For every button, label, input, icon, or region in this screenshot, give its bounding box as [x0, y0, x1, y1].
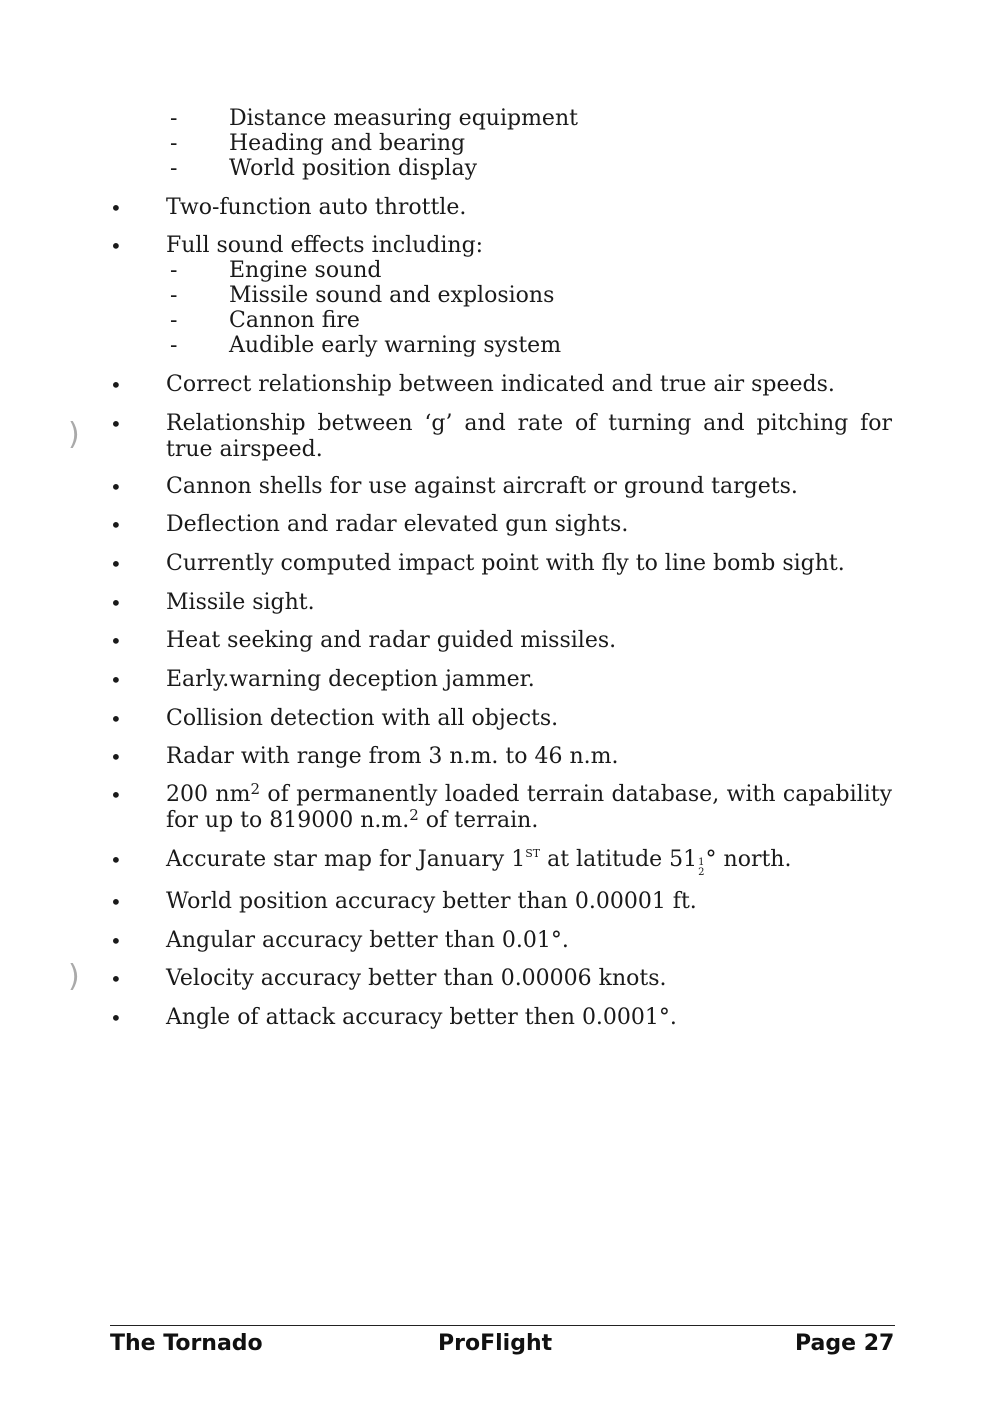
footer-product: ProFlight — [438, 1331, 553, 1356]
bullet-marker: • — [110, 745, 122, 769]
list-item-text — [166, 782, 892, 834]
sub-item-text: Audible early warning system — [229, 333, 562, 358]
list-item-text: Radar with range from 3 n.m. to 46 n.m. — [166, 744, 619, 769]
bullet-marker: • — [110, 552, 122, 576]
list-item-text: Cannon shells for use against aircraft or ground targets. — [166, 474, 798, 499]
list-item-text: Two-function auto throttle. — [166, 195, 467, 220]
fraction-numerator: 1 — [698, 857, 705, 868]
bullet-marker: • — [110, 848, 122, 872]
list-item-text: Angular accuracy better than 0.01°. — [166, 928, 569, 953]
list-item-text: Relationship between ‘g’ and rate of turning and pitching for true airspeed. — [166, 411, 892, 462]
bullet-marker: • — [110, 196, 122, 220]
superscript: 2 — [409, 806, 419, 824]
sub-item-text: World position display — [229, 156, 478, 181]
bullet-marker: • — [110, 1006, 122, 1030]
scan-mark: ) — [68, 417, 80, 452]
scan-mark: ) — [68, 959, 80, 994]
terrain-text: of permanently loaded terrain database, with capability for up to 819000 n.m. — [166, 782, 893, 833]
bullet-marker: • — [110, 707, 122, 731]
footer-rule — [110, 1325, 895, 1326]
sub-item-text: Cannon fire — [229, 308, 360, 333]
bullet-marker: • — [110, 783, 122, 807]
star-text: Accurate star map for January 1 — [166, 847, 526, 872]
footer-title: The Tornado — [110, 1331, 263, 1356]
sub-item-text: Engine sound — [229, 258, 382, 283]
sub-item-text: Heading and bearing — [229, 131, 466, 156]
star-text: at latitude 51 — [540, 847, 698, 872]
bullet-marker: • — [110, 929, 122, 953]
dash-marker: - — [170, 258, 178, 283]
bullet-marker: • — [110, 629, 122, 653]
dash-marker: - — [170, 106, 178, 131]
dash-marker: - — [170, 308, 178, 333]
list-item-text: Full sound effects including: — [166, 233, 484, 258]
list-item-text: Deflection and radar elevated gun sights. — [166, 512, 629, 537]
list-item-text: World position accuracy better than 0.00001 ft. — [166, 889, 697, 914]
bullet-marker: • — [110, 475, 122, 499]
dash-marker: - — [170, 156, 178, 181]
bullet-marker: • — [110, 890, 122, 914]
bullet-marker: • — [110, 412, 122, 436]
list-item-text: Collision detection with all objects. — [166, 706, 559, 731]
list-item-text: Velocity accuracy better than 0.00006 knots. — [166, 966, 667, 991]
sub-item-text: Distance measuring equipment — [229, 106, 578, 131]
list-item-text: Heat seeking and radar guided missiles. — [166, 628, 617, 653]
list-item-text: Early.warning deception jammer. — [166, 667, 535, 692]
dash-marker: - — [170, 333, 178, 358]
dash-marker: - — [170, 283, 178, 308]
bullet-marker: • — [110, 373, 122, 397]
dash-marker: - — [170, 131, 178, 156]
bullet-marker: • — [110, 234, 122, 258]
bullet-marker: • — [110, 591, 122, 615]
list-item-text: Angle of attack accuracy better then 0.0001°. — [166, 1005, 677, 1030]
list-item-text: Missile sight. — [166, 590, 315, 615]
fraction — [698, 858, 704, 878]
superscript: ST — [525, 847, 541, 860]
list-item-text: Currently computed impact point with fly to line bomb sight. — [166, 551, 845, 576]
superscript: 2 — [250, 780, 260, 798]
bullet-marker: • — [110, 668, 122, 692]
sub-item-text: Missile sound and explosions — [229, 283, 555, 308]
bullet-marker: • — [110, 513, 122, 537]
terrain-text: of terrain. — [418, 808, 539, 833]
terrain-text: 200 nm — [166, 782, 251, 807]
list-item-text — [166, 847, 892, 878]
list-item-text: Correct relationship between indicated and true air speeds. — [166, 372, 835, 397]
bullet-marker: • — [110, 967, 122, 991]
star-text: ° north. — [705, 847, 792, 872]
fraction-denominator: 2 — [698, 867, 705, 878]
page-number: Page 27 — [795, 1331, 895, 1356]
